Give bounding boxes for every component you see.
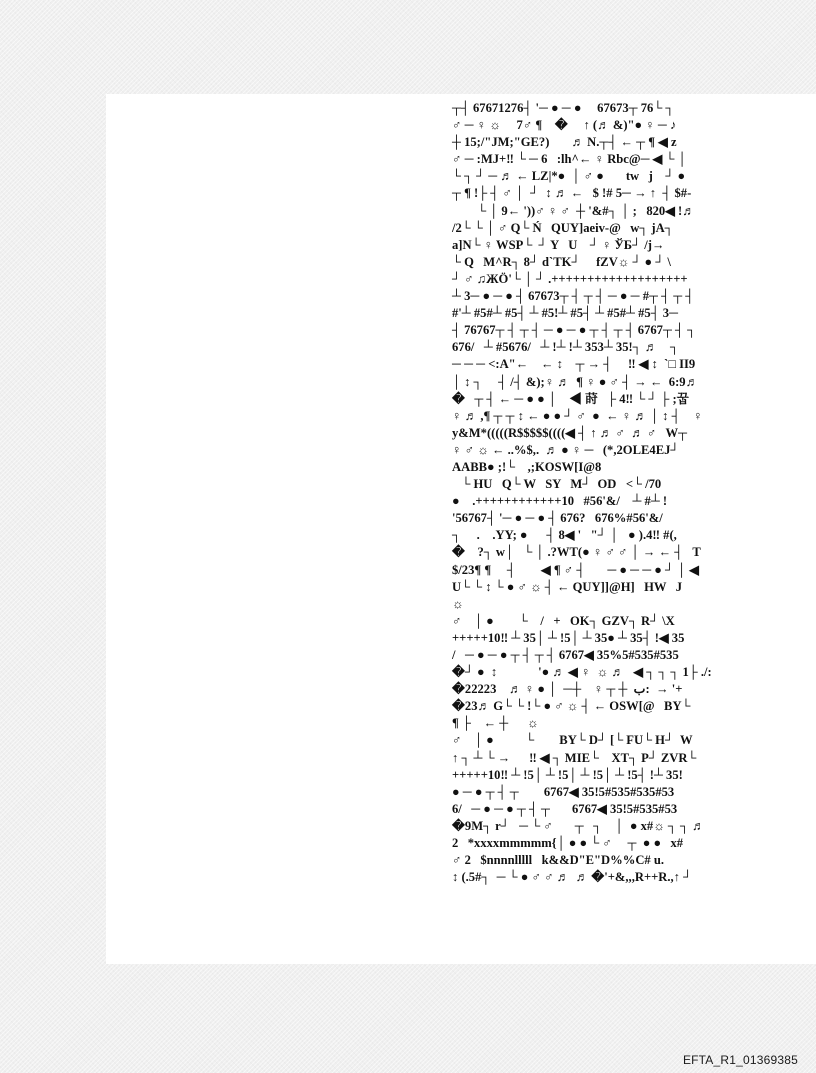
text-line: ┼ 15;/"JM;"GE?) ♬ N.┬┤ ← ┬ ¶ ◀ z (452, 135, 677, 150)
text-line: ♂ 2 $nnnnlllll k&&D"E"D%%C# u. (452, 853, 665, 868)
text-line: #'┴ #5#┴ #5┤ ┴ #5!┴ #5┤ ┴ #5#┴ #5┤ 3─ (452, 306, 679, 321)
text-line: ● ─ ● ┬ ┤ ┬ 6767◀ 35!5#535#535#53 (452, 784, 675, 799)
document-page (106, 94, 816, 964)
text-line: $/23¶ ¶ ┤ ◀ ¶ ♂ ┤ ─ ● ─ ─ ● ┘ │ ◀ (452, 562, 699, 577)
text-line: �23♬ G└ └ !└ ● ♂ ☼ ┤ ← OSW[@ BY└ (452, 699, 691, 714)
text-line: �9M┐ r┘ ─ └ ♂ ┬ ┐ │ ● x#☼ ┐ ┐ ♬ (452, 818, 705, 833)
text-line: +++++10‼ ┴ 35│ ┴ !5│ ┴ 35● ┴ 35┤ !◀ 35 (452, 630, 685, 645)
text-line: ♀ ♬ ,¶ ┬ ┬ ↕ ← ● ● ┘ ♂ ● ← ♀ ♬ │ ↕ ┤ ♀ (452, 408, 703, 423)
text-line: └ ┐ ┘ ─ ♬ ← LZ|*● │ ♂ ● tw j ┘ ● (452, 169, 686, 184)
text-line: └ Q M^R┐ 8┘ d`TK┘ fZV☼ ┘ ● ┘ \ (452, 254, 671, 269)
text-line: ♂ │ ● └ BY└ D┘ [└ FU└ H┘ W (452, 733, 693, 748)
text-line: ☼ (452, 596, 464, 611)
text-line: a]N└ ♀ WSP└ ┘ Y U ┘ ♀ ЎБ┘ /j→ (452, 237, 665, 252)
text-line: ┬ ¶ !├ ┤ ♂ │ ┘ ↕ ♬ ← $ !# 5─ → ↑ ┤ $#- (452, 186, 692, 201)
text-line: ┐ . .YY; ● ┤ 8◀ ' "┘ │ ● ).4‼ #(, (452, 528, 677, 543)
text-line: /2└ └ │ ♂ Q└ Ń QUY]aeiv-@ w┐ jA┐ (452, 220, 674, 235)
text-line: ┬┤ 67671276┤ '─ ● ─ ● 67673┬ 76└ ┐ (452, 101, 675, 115)
text-line: ┴ 3─ ● ─ ● ┤ 67673┬ ┤ ┬ ┤ ─ ● ─ #┬ ┤ ┬ ┤ (452, 289, 695, 304)
text-line: │ ↕ ┐ ┤ /┤ &);♀ ♬ ¶ ♀ ● ♂ ┤ → ← 6:9♬ (452, 374, 699, 389)
text-line: 6/ ─ ● ─ ● ┬ ┤ ┬ 6767◀ 35!5#535#53 (452, 801, 678, 816)
text-line: ↕ (.5#┐ ─ └ ● ♂ ♂ ♬ ♬ �'+&,,,R++R.,↑ ┘ (452, 870, 693, 885)
text-line: � ?┐ w│ └ │ .?WT(● ♀ ♂ ♂ │ → ← ┤ T (452, 545, 701, 560)
text-line: ¶ ├ ← ┼ ☼ (452, 716, 539, 731)
text-line: ─ ─ ─ <:A"← ← ↕ ┬ → ┤ ‼ ◀ ↕ `□ II9 (452, 357, 696, 372)
text-line: U└ └ ↕ └ ● ♂ ☼ ┤ ← QUY]]@H] HW J (452, 579, 683, 594)
text-line: ↑ ┐ ┴ └ → ‼ ◀ ┐ MIE└ XT┐ P┘ ZVR└ (452, 750, 697, 765)
text-line: y&M*(((((R$$$$$((((◀ ┤ ↑ ♬ ♂ ♬ ♂ W┬ (452, 425, 688, 440)
document-id-label: EFTA_R1_01369385 (682, 1053, 798, 1067)
text-line: 676/ ┴ #5676/ ┴ !┴ !┴ 353┴ 35!┐ ♬ ┐ (452, 340, 679, 355)
text-line: ♂ ─ ♀ ☼ 7♂ ¶ � ↑ (♬ &)"● ♀ ─ ♪ (452, 118, 677, 133)
text-line: ♀ ♂ ☼ ← ..%$,. ♬ ● ♀ ─ (*,2OLE4EJ┘ (452, 442, 680, 457)
text-line: 2 *xxxxmmmmm{│ ● ● └ ♂ ┬ ● ● x# (452, 836, 684, 851)
text-line: └ │ 9← '))♂ ♀ ♂ ┼ '&#┐ │ ; 820◀ !♬ (452, 203, 695, 218)
text-line: ♂ ─ :MJ+‼ └ ─ 6 :lh^← ♀ Rbc@─ ◀ └ │ (452, 152, 687, 167)
text-line: └ HU Q└ W SY M┘ OD <└ /70 (452, 477, 662, 492)
garbled-text-block (452, 100, 816, 886)
text-line: �┘ ● ↕ '● ♬ ◀ ♀ ☼ ♬ ◀ ┐ ┐ ┐ 1├ ./: (452, 665, 712, 680)
text-line: +++++10‼ ┴ !5│ ┴ !5│ ┴ !5│ ┴ !5┤ !┴ 35! (452, 767, 683, 782)
text-line: � ┬ ┤ ← ─ ● ● │ ◀ 莳 ├ 4‼ └ ┘ ├ ;꿉 (452, 391, 689, 406)
text-line: �2222ب ┼ ┬ ♀ ┼─ │ ● ♀ ♬ 3: → '+ (452, 682, 683, 697)
text-line: '56767┤ '─ ● ─ ● ┤ 676? 676%#56'&/ (452, 511, 663, 526)
text-line: / ─ ● ─ ● ┬ ┤ ┬ ┤ 6767◀ 35%5#535#535 (452, 648, 679, 662)
text-line: ┘ ♂ ♫ЖÖ'└ │ ┘ .+++++++++++++++++++ (452, 271, 688, 286)
text-line: ● .++++++++++++10 #56'&/ ┴ #┴ ! (452, 494, 668, 509)
text-line: ┤ 76767┬ ┤ ┬ ┤ ─ ● ─ ● ┬ ┤ ┬ ┤ 6767┬ ┤ ┐ (452, 323, 697, 338)
text-line: AABB● ;!└ ,;KOSW[I@8 (452, 459, 602, 474)
text-line: ♂ │ ● └ / + OK┐ GZV┐ R┘ \X (452, 613, 675, 628)
